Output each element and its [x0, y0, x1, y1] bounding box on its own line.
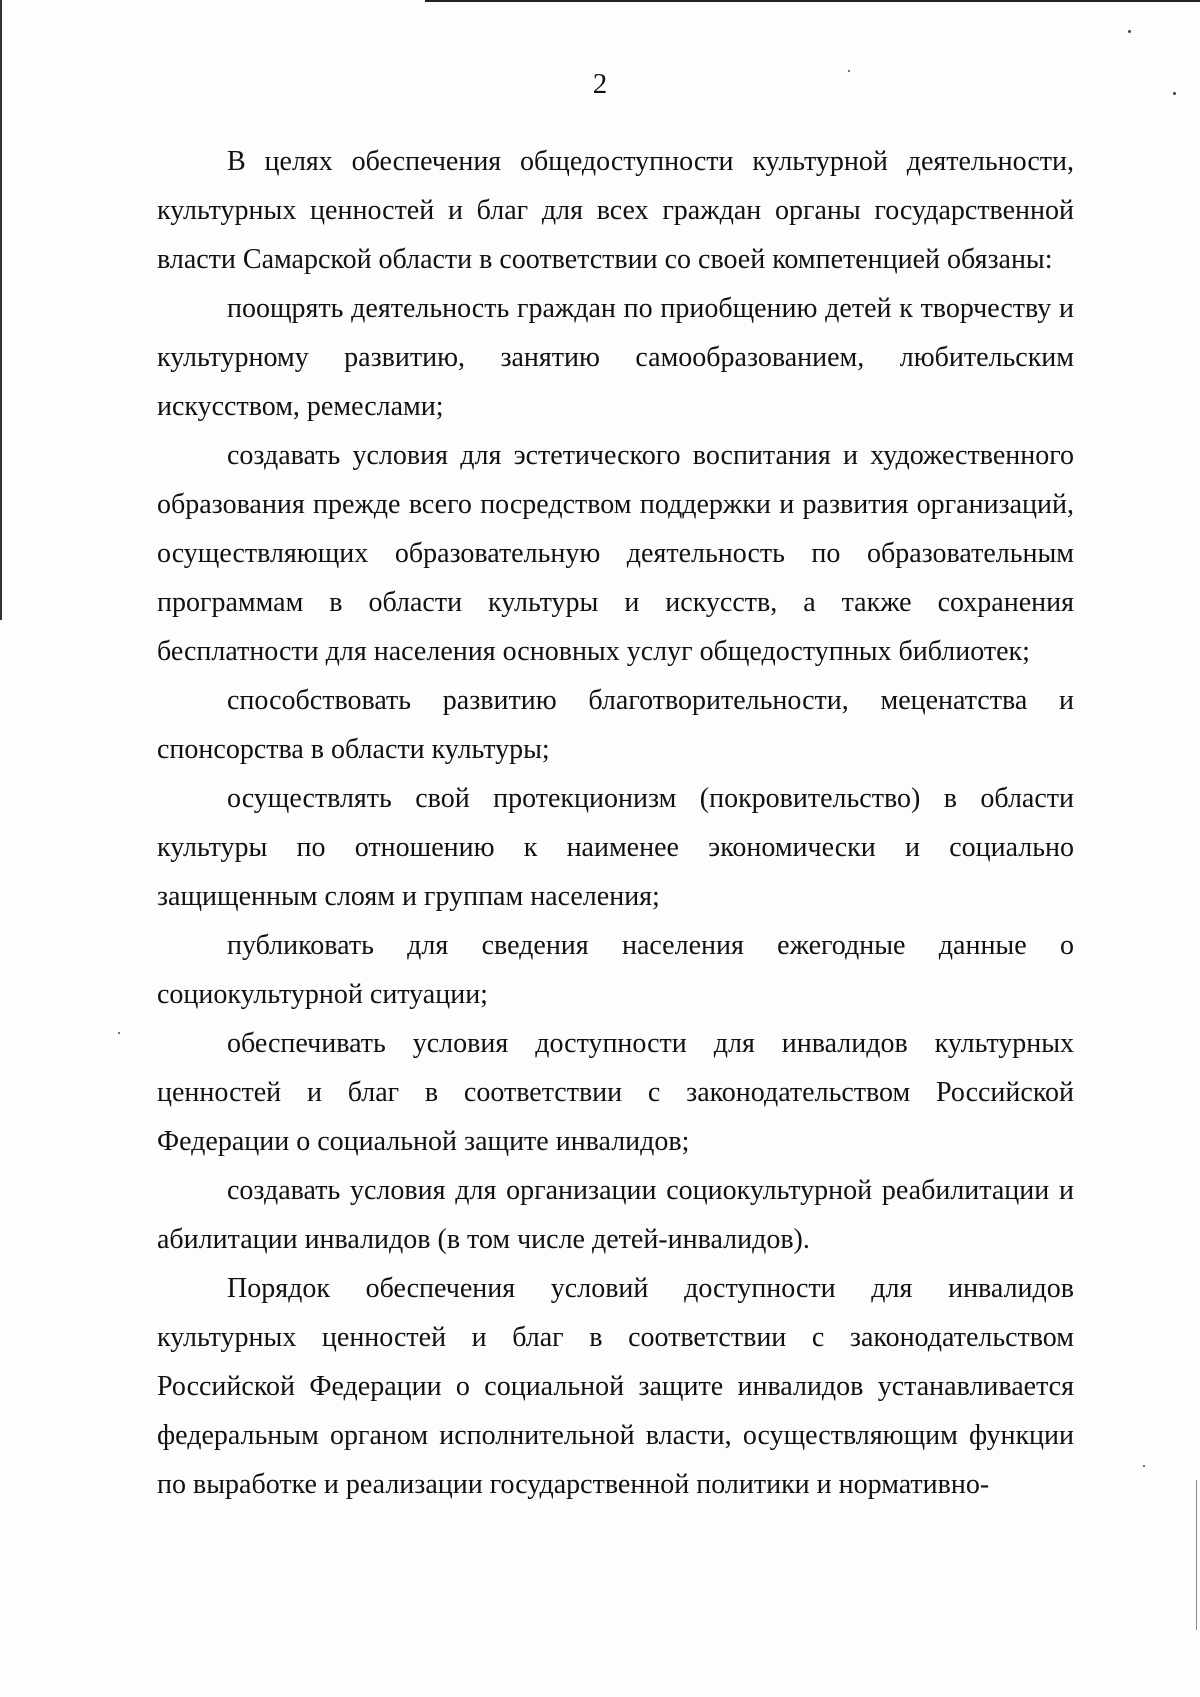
paragraph: создавать условия для эстетического воспитания и художественного образования прежде всего посредством поддержки и развития организаций, осуществляющих образовательную деятельность по образовательным программам в области культуры и искусств, а также сохранения бесплатности для населения основных услуг общедоступных библиотек; — [157, 440, 1074, 667]
scan-speck — [1128, 30, 1131, 33]
document-body — [157, 137, 1074, 1509]
right-edge-line — [1196, 1480, 1197, 1630]
page-number: 2 — [592, 68, 608, 100]
paragraph: В целях обеспечения общедоступности культурной деятельности, культурных ценностей и благ для всех граждан органы государственной власти Самарской области в соответствии со своей компетенцией обязаны: — [157, 146, 1074, 275]
paragraph: способствовать развитию благотворительности, меценатства и спонсорства в области культуры; — [157, 685, 1074, 765]
paragraph: осуществлять свой протекционизм (покровительство) в области культуры по отношению к наименее экономически и социально защищенным слоям и группам населения; — [157, 783, 1074, 912]
paragraph: поощрять деятельность граждан по приобщению детей к творчеству и культурному развитию, занятию самообразованием, любительским искусством, ремеслами; — [157, 293, 1074, 422]
scan-speck — [118, 1032, 120, 1034]
paragraph: публиковать для сведения населения ежегодные данные о социокультурной ситуации; — [157, 930, 1074, 1010]
top-edge-line — [425, 0, 1200, 2]
paragraph: создавать условия для организации социокультурной реабилитации и абилитации инвалидов (в том числе детей-инвалидов). — [157, 1175, 1074, 1255]
paragraph: обеспечивать условия доступности для инвалидов культурных ценностей и благ в соответствии с законодательством Российской Федерации о социальной защите инвалидов; — [157, 1028, 1074, 1157]
paragraph: Порядок обеспечения условий доступности для инвалидов культурных ценностей и благ в соответствии с законодательством Российской Федерации о социальной защите инвалидов устанавливается федеральным органом исполнительной власти, осуществляющим функции по выработке и реализации государственной политики и нормативно- — [157, 1273, 1074, 1500]
scan-speck — [1143, 1465, 1145, 1467]
